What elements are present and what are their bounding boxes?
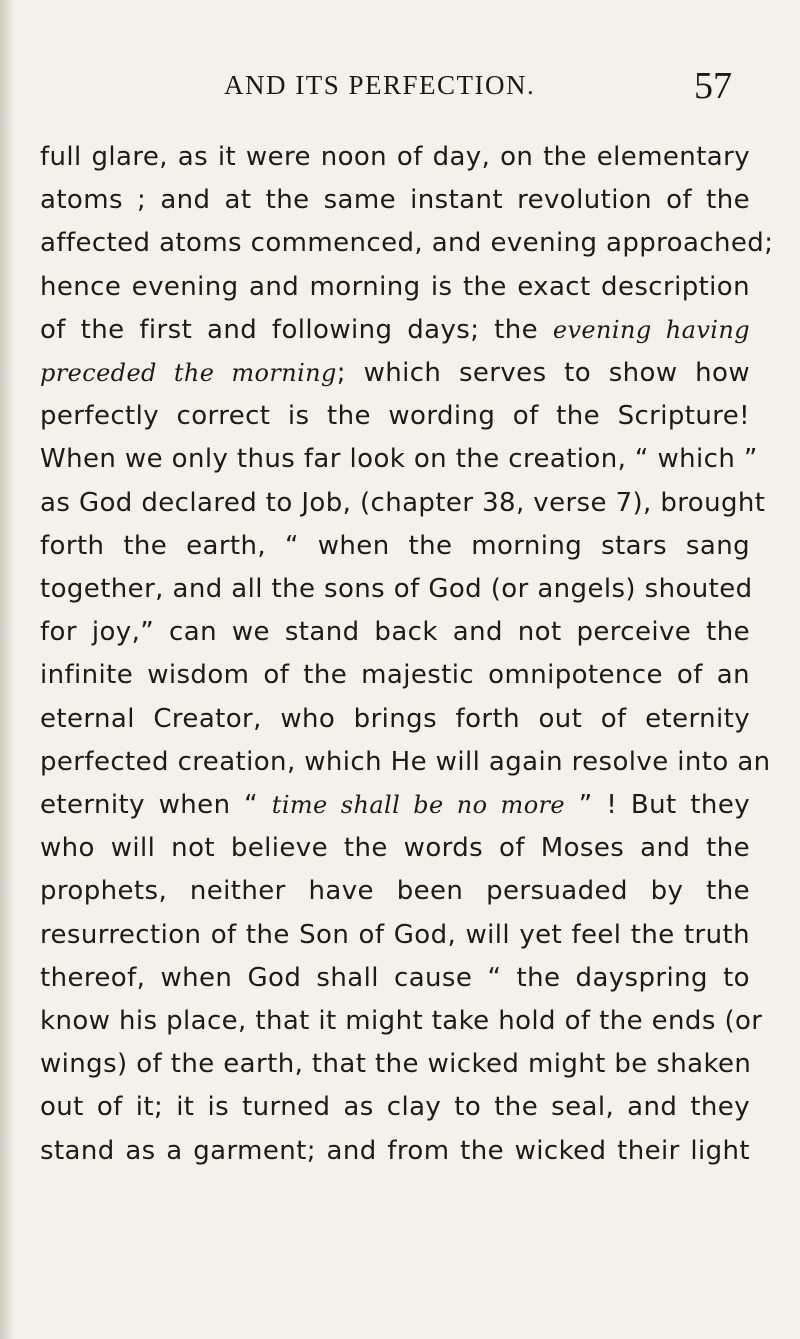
text-line (40, 568, 753, 611)
text-run: When we only thus far look on the creation, “ which ” (40, 444, 758, 475)
text-run: out of it; it is turned as clay to the seal, and they (40, 1092, 750, 1123)
text-run: atoms ; and at the same instant revolution of the (40, 185, 750, 216)
text-line (40, 352, 750, 395)
page-number: 57 (694, 65, 732, 107)
italic-text: preceded the morning (40, 359, 337, 388)
running-title: AND ITS PERFECTION. (224, 70, 536, 100)
text-line (40, 395, 750, 438)
text-line (40, 698, 750, 741)
text-line (40, 1000, 763, 1043)
text-run: know his place, that it might take hold of the ends (or (40, 1006, 763, 1037)
body-text (40, 136, 774, 1173)
text-run: eternal Creator, who brings forth out of eternity (40, 703, 750, 734)
text-line (40, 222, 774, 265)
text-line (40, 482, 766, 525)
text-line (40, 525, 750, 568)
italic-text: time shall be no more (271, 791, 566, 820)
text-line (40, 870, 750, 913)
text-run: thereof, when God shall cause “ the dayspring to (40, 962, 750, 993)
text-run: forth the earth, “ when the morning stars sang (40, 530, 750, 561)
text-line (40, 1043, 750, 1086)
text-line (40, 266, 750, 309)
text-run: full glare, as it were noon of day, on the elementary (40, 142, 750, 172)
text-line (40, 784, 750, 827)
text-run: hence evening and morning is the exact description (40, 271, 750, 302)
italic-text: evening having (552, 315, 750, 344)
text-run: ; which serves to show how (336, 358, 750, 389)
text-line (40, 741, 771, 784)
text-run: ” ! But they (565, 790, 750, 821)
text-line (40, 1130, 750, 1173)
text-line (40, 957, 750, 1000)
text-run: eternity when “ (40, 790, 272, 821)
text-run: resurrection of the Son of God, will yet feel the truth (40, 919, 750, 950)
text-line (40, 438, 758, 481)
text-run: who will not believe the words of Moses and the (40, 833, 750, 864)
text-run: affected atoms commenced, and evening approached; (40, 228, 774, 259)
text-line (40, 654, 750, 697)
text-run: prophets, neither have been persuaded by the (40, 876, 750, 907)
text-run: stand as a garment; and from the wicked their light (40, 1135, 750, 1166)
text-line (40, 914, 750, 957)
text-line (40, 827, 750, 870)
text-run: perfected creation, which He will again resolve into an (40, 746, 771, 777)
text-run: as God declared to Job, (chapter 38, verse 7), brought (40, 487, 766, 518)
text-line (40, 179, 750, 222)
text-run: for joy,” can we stand back and not perceive the (40, 617, 750, 648)
text-line (40, 136, 750, 179)
text-line (40, 611, 750, 654)
text-run: together, and all the sons of God (or angels) shouted (40, 574, 753, 605)
text-run: infinite wisdom of the majestic omnipotence of an (40, 660, 750, 691)
text-run: of the first and following days; the (40, 314, 553, 345)
text-line (40, 1086, 750, 1129)
page-gutter-shadow (0, 0, 14, 1339)
running-header (0, 65, 800, 110)
text-run: perfectly correct is the wording of the Scripture! (40, 401, 750, 432)
text-run: wings) of the earth, that the wicked might be shaken (40, 1049, 752, 1080)
text-line (40, 309, 750, 352)
